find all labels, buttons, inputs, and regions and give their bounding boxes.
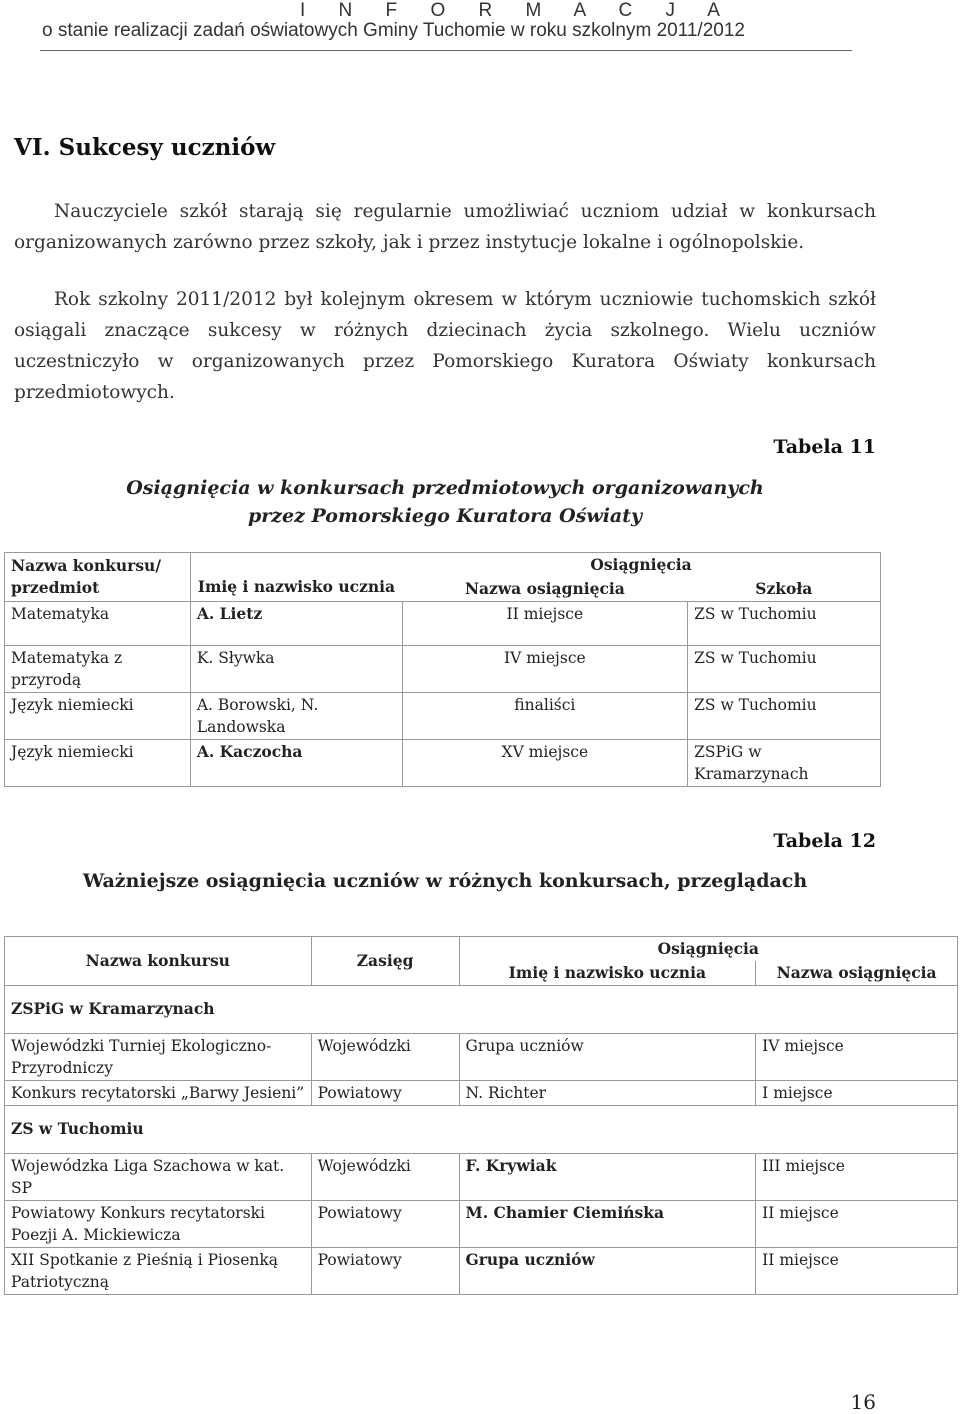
cell-competition: XII Spotkanie z Pieśnią i Piosenką Patriotyczną — [5, 1248, 312, 1295]
header-scope: Zasięg — [311, 937, 459, 986]
cell-achievement: II miejsce — [756, 1201, 958, 1248]
table-11-caption-line-2: przez Pomorskiego Kuratora Oświaty — [247, 505, 643, 527]
table-row — [5, 602, 881, 646]
document-subtitle: o stanie realizacji zadań oświatowych Gminy Tuchomie w roku szkolnym 2011/2012 — [42, 20, 745, 41]
cell-subject: Matematyka z przyrodą — [5, 646, 191, 693]
cell-scope: Wojewódzki — [311, 1154, 459, 1201]
cell-achievement: III miejsce — [756, 1154, 958, 1201]
table-11-label: Tabela 11 — [773, 436, 876, 458]
cell-competition: Wojewódzka Liga Szachowa w kat. SP — [5, 1154, 312, 1201]
header-student: Imię i nazwisko ucznia — [197, 577, 396, 596]
cell-achievement: finaliści — [402, 693, 688, 740]
paragraph-2: Rok szkolny 2011/2012 był kolejnym okresem w którym uczniowie tuchomskich szkół osiągali znaczące sukcesy w różnych dziecinach życia szkolnego. Wielu uczniów uczestniczyło w organizowanych przez Pomorskiego Kuratora Oświaty konkursach przedmiotowych. — [14, 289, 876, 403]
group-row — [5, 986, 958, 1034]
cell-student: Grupa uczniów — [459, 1034, 756, 1081]
cell-scope: Wojewódzki — [311, 1034, 459, 1081]
cell-school: ZS w Tuchomiu — [688, 693, 881, 740]
table-row — [5, 740, 881, 787]
group-school-name: ZSPiG w Kramarzynach — [5, 986, 958, 1034]
header-achievement-name: Nazwa osiągnięcia — [756, 961, 958, 986]
table-12-caption: Ważniejsze osiągnięcia uczniów w różnych konkursach, przeglądach — [82, 870, 808, 892]
cell-scope: Powiatowy — [311, 1201, 459, 1248]
cell-achievement: II miejsce — [756, 1248, 958, 1295]
cell-subject: Matematyka — [5, 602, 191, 646]
header-competition: Nazwa konkursu — [5, 937, 312, 986]
table-11-caption-line-1: Osiągnięcia w konkursach przedmiotowych organizowanych — [126, 477, 764, 499]
cell-student: M. Chamier Ciemińska — [459, 1201, 756, 1248]
table-11-caption — [120, 474, 770, 530]
header-student: Imię i nazwisko ucznia — [459, 961, 756, 986]
table-row — [5, 646, 881, 693]
page-number: 16 — [850, 1390, 876, 1414]
table-row — [5, 1248, 958, 1295]
cell-achievement: I miejsce — [756, 1081, 958, 1106]
cell-achievement: XV miejsce — [402, 740, 688, 787]
document-title: I N F O R M A C J A — [300, 0, 734, 21]
table-12-label: Tabela 12 — [773, 830, 876, 852]
cell-competition: Konkurs recytatorski „Barwy Jesieni” — [5, 1081, 312, 1106]
table-11 — [4, 552, 881, 787]
cell-scope: Powiatowy — [311, 1081, 459, 1106]
group-row — [5, 1106, 958, 1154]
table-row — [5, 1034, 958, 1081]
cell-school: ZS w Tuchomiu — [688, 646, 881, 693]
cell-student: N. Richter — [459, 1081, 756, 1106]
group-school-name: ZS w Tuchomiu — [5, 1106, 958, 1154]
table-row — [5, 1201, 958, 1248]
cell-student: K. Sływka — [190, 646, 402, 693]
header-achievements: Osiągnięcia — [402, 553, 880, 578]
cell-subject: Język niemiecki — [5, 740, 191, 787]
header-subject: Nazwa konkursu/ przedmiot — [5, 553, 191, 602]
cell-student: F. Krywiak — [459, 1154, 756, 1201]
cell-school: ZSPiG w Kramarzynach — [688, 740, 881, 787]
cell-competition: Wojewódzki Turniej Ekologiczno-Przyrodniczy — [5, 1034, 312, 1081]
cell-achievement: IV miejsce — [756, 1034, 958, 1081]
cell-achievement: II miejsce — [402, 602, 688, 646]
cell-student: Grupa uczniów — [459, 1248, 756, 1295]
table-row — [5, 1154, 958, 1201]
cell-student: A. Lietz — [190, 602, 402, 646]
table-12 — [4, 936, 958, 1295]
header-divider — [40, 50, 852, 51]
cell-scope: Powiatowy — [311, 1248, 459, 1295]
section-heading: VI. Sukcesy uczniów — [14, 134, 276, 161]
paragraph-1: Nauczyciele szkół starają się regularnie umożliwiać uczniom udział w konkursach organizowanych zarówno przez szkoły, jak i przez instytucje lokalne i ogólnopolskie. — [14, 201, 876, 253]
cell-subject: Język niemiecki — [5, 693, 191, 740]
header-student-cell — [190, 553, 402, 602]
cell-achievement: IV miejsce — [402, 646, 688, 693]
table-row — [5, 1081, 958, 1106]
cell-student: A. Kaczocha — [190, 740, 402, 787]
cell-student: A. Borowski, N. Landowska — [190, 693, 402, 740]
header-achievement-name: Nazwa osiągnięcia — [402, 577, 688, 602]
table-row — [5, 693, 881, 740]
cell-competition: Powiatowy Konkurs recytatorski Poezji A. Mickiewicza — [5, 1201, 312, 1248]
cell-school: ZS w Tuchomiu — [688, 602, 881, 646]
header-school: Szkoła — [688, 577, 881, 602]
header-achievements: Osiągnięcia — [459, 937, 957, 962]
